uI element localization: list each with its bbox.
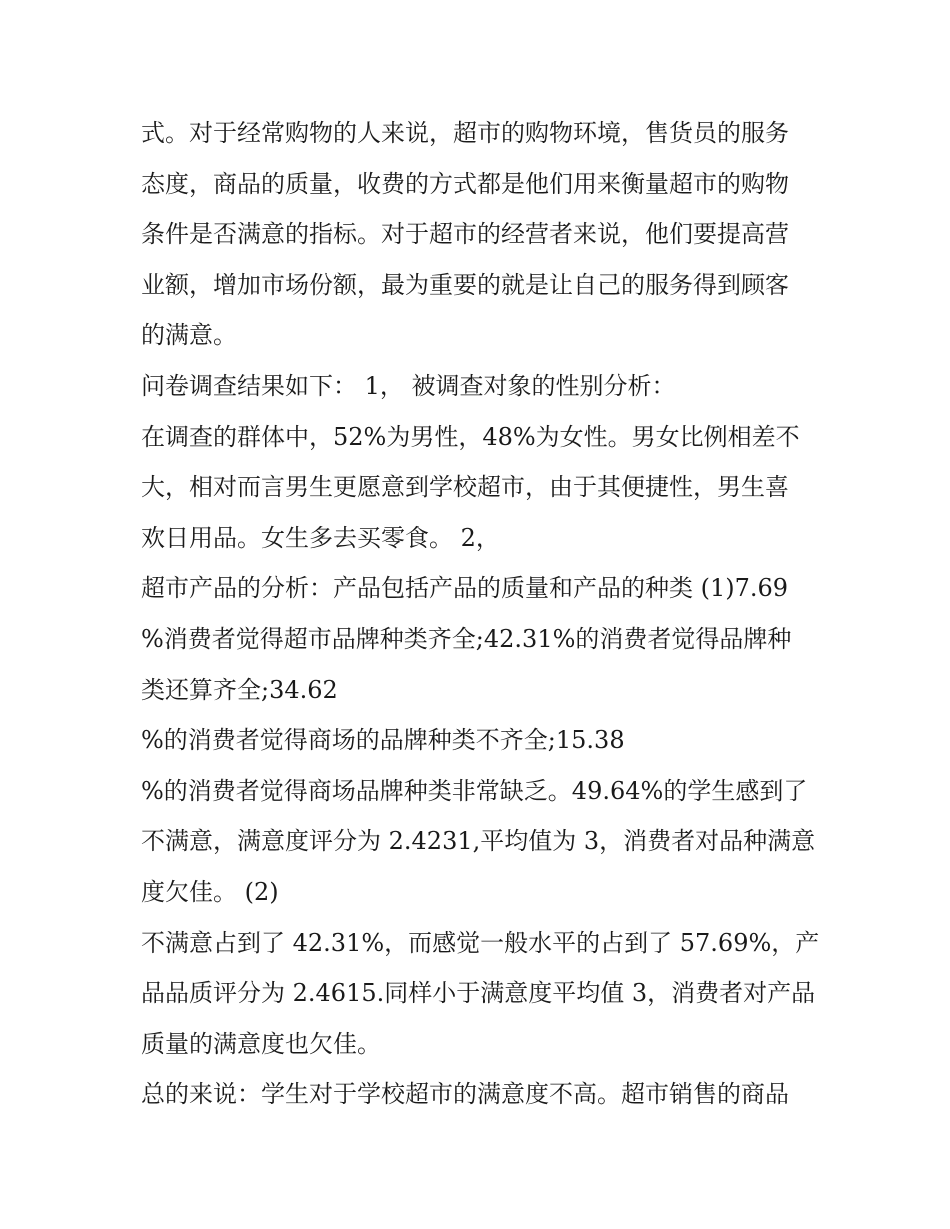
text-line: 类还算齐全;34.62 (141, 675, 338, 704)
text-line: 在调查的群体中，52%为男性，48%为女性。男女比例相差不 (141, 422, 800, 451)
body-text (141, 108, 821, 1120)
text-line: 品品质评分为 2.4615.同样小于满意度平均值 3，消费者对产品 (141, 979, 816, 1008)
text-line: 质量的满意度也欠佳。 (141, 1029, 381, 1058)
text-line: %的消费者觉得商场品牌种类非常缺乏。49.64%的学生感到了 (141, 776, 808, 805)
text-line: %消费者觉得超市品牌种类齐全;42.31%的消费者觉得品牌种 (141, 624, 792, 653)
text-line: 条件是否满意的指标。对于超市的经营者来说，他们要提高营 (141, 220, 789, 249)
text-line: 大，相对而言男生更愿意到学校超市，由于其便捷性，男生喜 (141, 473, 789, 502)
text-line: 业额，增加市场份额，最为重要的就是让自己的服务得到顾客 (141, 270, 789, 299)
text-line: 总的来说：学生对于学校超市的满意度不高。超市销售的商品 (141, 1080, 789, 1109)
text-line: 问卷调查结果如下： 1， 被调查对象的性别分析： (141, 371, 676, 400)
text-line: 不满意，满意度评分为 2.4231,平均值为 3，消费者对品种满意 (141, 827, 816, 856)
text-line: 态度，商品的质量，收费的方式都是他们用来衡量超市的购物 (141, 169, 789, 198)
text-line: 欢日用品。女生多去买零食。 2， (141, 523, 500, 552)
text-line: 式。对于经常购物的人来说，超市的购物环境，售货员的服务 (141, 119, 789, 147)
text-line: 超市产品的分析：产品包括产品的质量和产品的种类 (1)7.69 (141, 574, 789, 603)
text-line: %的消费者觉得商场的品牌种类不齐全;15.38 (141, 726, 625, 755)
text-line: 度欠佳。 (2) (141, 877, 279, 906)
text-line: 不满意占到了 42.31%，而感觉一般水平的占到了 57.69%，产 (141, 928, 820, 957)
text-line: 的满意。 (141, 321, 237, 350)
